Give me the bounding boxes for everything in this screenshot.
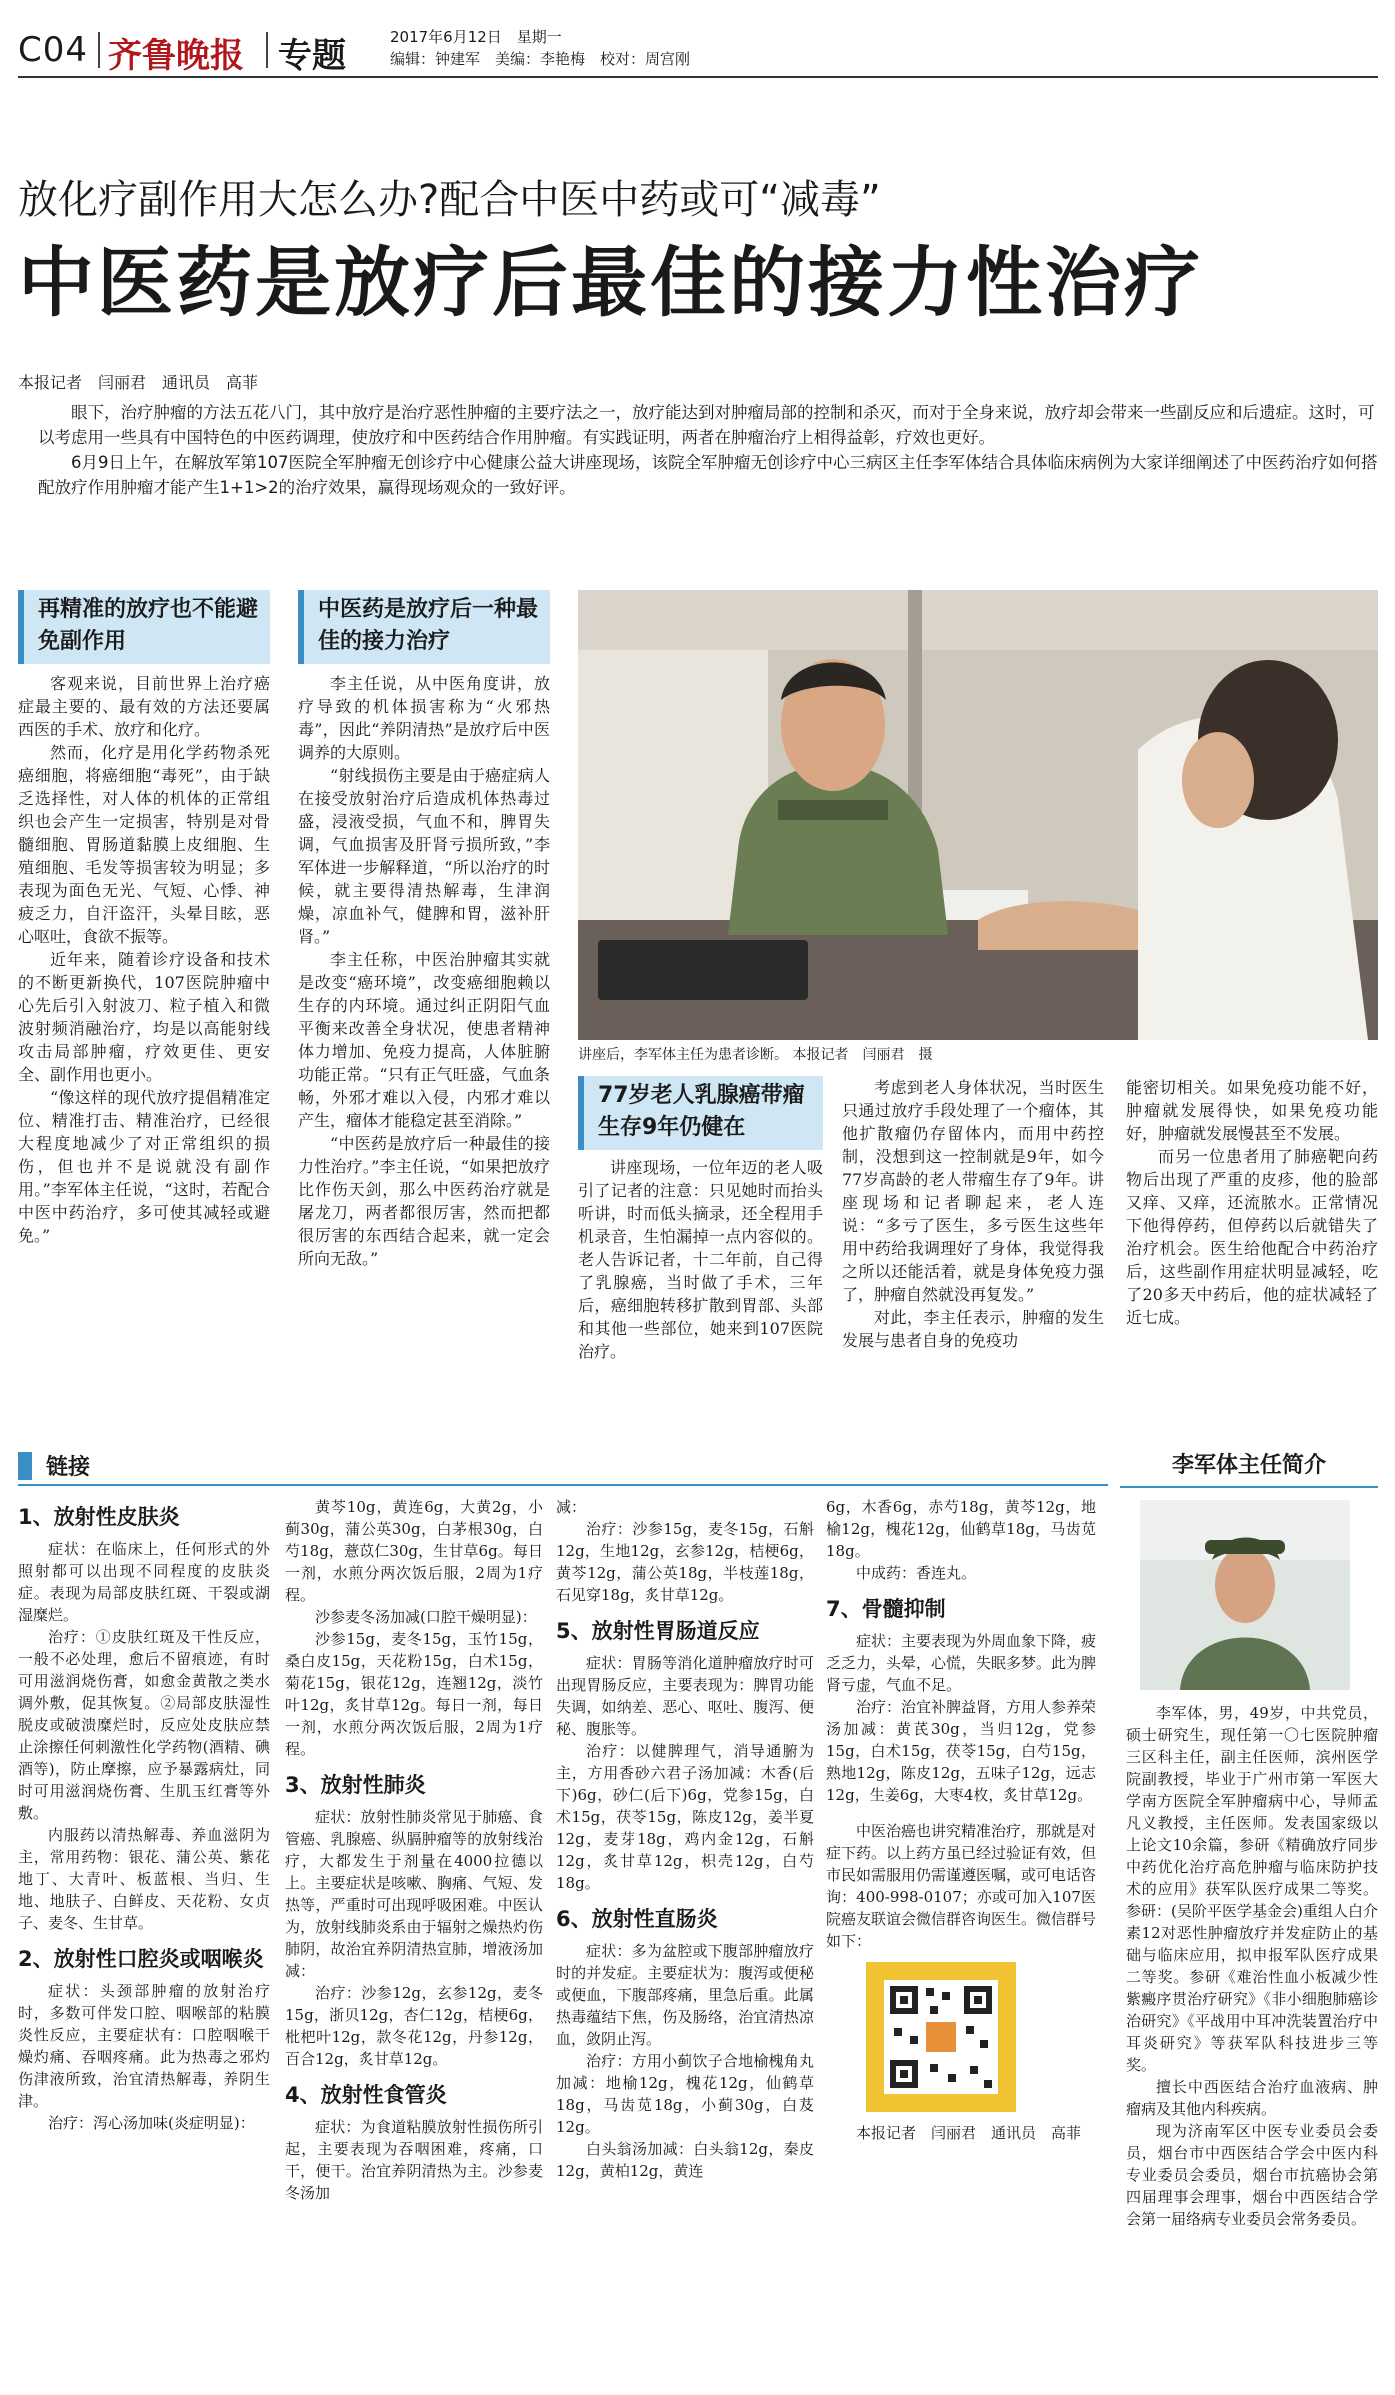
page-number: C04 xyxy=(18,30,89,70)
lede-paragraph: 眼下，治疗肿瘤的方法五花八门，其中放疗是治疗恶性肿瘤的主要疗法之一，放疗能达到对肿瘤局部的控制和杀灭，而对于全身来说，放疗却会带来一些副反应和后遗症。这时，可以考虑用一些具有中国特色的中医药调理，使放疗和中医药结合作用肿瘤。有实践证明，两者在肿瘤治疗上相得益彰，疗效也更好。 xyxy=(38,403,1375,447)
newspaper-logo: 齐鲁晚报 xyxy=(108,36,244,76)
paragraph: 症状：在临床上，任何形式的外照射都可以出现不同程度的皮肤炎症。表现为局部皮肤红斑、干裂或湖湿糜烂。 xyxy=(18,1540,270,1624)
article-photo xyxy=(578,590,1378,1040)
paragraph: 症状：放射性肺炎常见于肺癌、食管癌、乳腺癌、纵膈肿瘤等的放射线治疗，大都发生于剂量在4000拉德以上。主要症状是咳嗽、胸痛、气短、发热等，严重时可出现呼吸困难。中医认为，放射线肺炎系由于辐射之燥热灼伤肺阴，故治宜养阴清热宣肺，增液汤加减： xyxy=(285,1808,543,1980)
paragraph: 治疗：①皮肤红斑及干性反应，一般不必处理，愈后不留痕迹，有时可用滋润烧伤膏，如愈金黄散之类水调外敷，促其恢复。②局部皮肤湿性脱皮或破溃糜烂时，反应处皮肤应禁止涂擦任何刺激性化学药物(酒精、碘酒等)，防止摩擦，应予暴露病灶，同时可用滋润烧伤膏、生肌玉红膏等外敷。 xyxy=(18,1628,270,1822)
reporter-credit: 本报记者 闫丽君 通讯员 高菲 xyxy=(856,2124,1082,2142)
link-col-2 xyxy=(285,1496,543,2204)
column-heading: 77岁老人乳腺癌带瘤生存9年仍健在 xyxy=(578,1076,823,1150)
paragraph: 治疗：治宜补脾益肾，方用人参养荣汤加减：黄芪30g，当归12g，党参15g，白术15g，茯苓15g，白芍15g，熟地12g，陈皮12g，五味子12g，远志12g，生姜6g，大枣4枚，炙甘草12g。 xyxy=(826,1698,1097,1804)
paragraph: 治疗：沙参12g，玄参12g，麦冬15g，浙贝12g，杏仁12g，桔梗6g，枇杷叶12g，款冬花12g，丹参12g，百合12g，炙甘草12g。 xyxy=(285,1984,543,2068)
paragraph: 现为济南军区中医专业委员会委员，烟台市中西医结合学会中医内科专业委员会委员，烟台市抗癌协会第四届理事会理事，烟台中西医结合学会第一届络病专业委员会常务委员。 xyxy=(1126,2122,1378,2228)
paragraph: “像这样的现代放疗提倡精准定位、精准打击、精准治疗，已经很大程度地减少了对正常组织的损伤，但也并不是说就没有副作用。”李军体主任说，“这时，若配合中医中药治疗，多可使其减轻或避免。” xyxy=(18,1088,270,1245)
byline: 本报记者 闫丽君 通讯员 高菲 xyxy=(18,373,259,392)
subtitle: 放化疗副作用大怎么办?配合中医中药或可“减毒” xyxy=(18,177,881,223)
paragraph: 内服药以清热解毒、养血滋阴为主，常用药物：银花、蒲公英、紫花地丁、大青叶、板蓝根、当归、生地、地肤子、白鲜皮、天花粉、女贞子、麦冬、生甘草。 xyxy=(18,1826,270,1932)
paragraph: 治疗：沙参15g，麦冬15g，石斛12g，生地12g，玄参12g，桔梗6g，黄芩12g，蒲公英18g，半枝莲18g，石见穿18g，炙甘草12g。 xyxy=(556,1520,814,1604)
portrait-illustration xyxy=(1140,1500,1350,1690)
section-title: 专题 xyxy=(278,36,346,76)
headline: 中医药是放疗后最佳的接力性治疗 xyxy=(18,238,1203,327)
paragraph: 症状：为食道粘膜放射性损伤所引起，主要表现为吞咽困难，疼痛，口干，便干。治宜养阴清热为主。沙参麦冬汤加 xyxy=(285,2118,543,2202)
paragraph: 症状：主要表现为外周血象下降，疲乏乏力，头晕，心慌，失眠多梦。此为脾肾亏虚，气血不足。 xyxy=(826,1632,1097,1694)
editor-credits: 编辑：钟建军 美编：李艳梅 校对：周宫刚 xyxy=(390,50,691,68)
paragraph: 症状：多为盆腔或下腹部肿瘤放疗时的并发症。主要症状为：腹泻或便秘或便血，下腹部疼痛，里急后重。此属热毒蕴结下焦，伤及肠络，治宜清热凉血，敛阴止泻。 xyxy=(556,1942,814,2048)
column-heading: 再精准的放疗也不能避免副作用 xyxy=(18,590,270,664)
column-heading: 中医药是放疗后一种最佳的接力治疗 xyxy=(298,590,550,664)
column-2 xyxy=(298,590,550,1270)
paragraph: 减： xyxy=(556,1498,587,1516)
paragraph: 沙参15g，麦冬15g，玉竹15g，桑白皮15g，天花粉15g，白术15g，菊花15g，银花12g，连翘12g，淡竹叶12g，炙甘草12g。每日一剂，每日一剂，水煎分两次饭后服，2周为1疗程。 xyxy=(285,1630,543,1758)
bio-title: 李军体主任简介 xyxy=(1120,1448,1378,1488)
paragraph: 症状：头颈部肿瘤的放射治疗时，多数可伴发口腔、咽喉部的粘膜炎性反应，主要症状有：口腔咽喉干燥灼痛、吞咽疼痛。此为热毒之邪灼伤津液所致，治宜清热解毒，养阴生津。 xyxy=(18,1982,270,2110)
paragraph: 李主任称，中医治肿瘤其实就是改变“癌环境”，改变癌细胞赖以生存的内环境。通过纠正阴阳气血平衡来改善全身状况，使患者精神体力增加、免疫力提高，人体脏腑功能正常。“只有正气旺盛，气血条畅，外邪才难以入侵，内邪才难以产生，瘤体才能稳定甚至消除。” xyxy=(298,950,550,1130)
paragraph: 黄芩10g，黄连6g，大黄2g，小蓟30g，蒲公英30g，白茅根30g，白芍18g，薏苡仁30g，生甘草6g。每日一剂，水煎分两次饭后服，2周为1疗程。 xyxy=(285,1498,543,1604)
column-3 xyxy=(578,1076,823,1363)
paragraph: 治疗：方用小蓟饮子合地榆槐角丸加减：地榆12g，槐花12g，仙鹤草18g，马齿苋18g，小蓟30g，白芨12g。 xyxy=(556,2052,814,2136)
column-4 xyxy=(842,1076,1104,1352)
paragraph: 近年来，随着诊疗设备和技术的不断更新换代，107医院肿瘤中心先后引入射波刀、粒子植入和微波射频消融治疗，均是以高能射线攻击局部肿瘤，疗效更佳、更安全、副作用也更小。 xyxy=(18,950,270,1084)
paragraph: 中成药：香连丸。 xyxy=(856,1564,977,1582)
paragraph: 中医治癌也讲究精准治疗，那就是对症下药。以上药方虽已经过验证有效，但市民如需服用仍需谨遵医嘱，或可电话咨询：400-998-0107；亦或可加入107医院癌友联谊会微信群咨询医生。微信群号如下： xyxy=(826,1822,1097,1950)
link-col-1 xyxy=(18,1492,270,2134)
paragraph: 李军体，男，49岁，中共党员，硕士研究生，现任第一〇七医院肿瘤三区科主任，副主任医师，滨州医学院副教授，毕业于广州市第一军医大学南方医院全军肿瘤病中心，导师孟凡义教授，主任医师。发表国家级以上论文10余篇，参研《精确放疗同步中药优化治疗高危肿瘤与临床防护技术的应用》获军队医疗成果二等奖。参研：(吴阶平医学基金会)重组人白介素12对恶性肿瘤放疗并发症防止的基础与临床应用，拟申报军队医疗成果二等奖。参研《难治性血小板减少性紫癜序贯治疗研究》《非小细胞肺癌诊治研究》《平战用中耳冲洗装置治疗中耳炎研究》等获军队科技进步三等奖。 xyxy=(1126,1704,1378,2074)
wechat-qr-code[interactable] xyxy=(866,1962,1016,2112)
paragraph: 对此，李主任表示，肿瘤的发生发展与患者自身的免疫功 xyxy=(842,1308,1104,1350)
section-heading: 2、放射性口腔炎或咽喉炎 xyxy=(18,1947,264,1971)
link-section-label: 链接 xyxy=(46,1455,91,1480)
paragraph: “射线损伤主要是由于癌症病人在接受放射治疗后造成机体热毒过盛，浸液受损，气血不和，脾胃失调，气血损害及肝肾亏损所致，”李军体进一步解释道，“所以治疗的时候，就主要得清热解毒，生津润燥，凉血补气，健脾和胃，滋补肝肾。” xyxy=(298,766,550,946)
paragraph: 症状：胃肠等消化道肿瘤放疗时可出现胃肠反应，主要表现为：脾胃功能失调，如纳差、恶心、呕吐、腹泻、便秘、腹胀等。 xyxy=(556,1654,814,1738)
square-icon xyxy=(18,1452,32,1480)
paragraph: 治疗：以健脾理气，消导通腑为主，方用香砂六君子汤加减：木香(后下)6g，砂仁(后下)6g，党参15g，白术15g，茯苓15g，陈皮12g，姜半夏12g，麦芽18g，鸡内金12g，石斛12g，炙甘草12g，枳壳12g，白芍18g。 xyxy=(556,1742,814,1892)
paragraph: 白头翁汤加减：白头翁12g，秦皮12g，黄柏12g，黄连 xyxy=(556,2140,814,2180)
paragraph: 沙参麦冬汤加减(口腔干燥明显)： xyxy=(315,1608,537,1626)
masthead xyxy=(18,24,1378,78)
section-heading: 6、放射性直肠炎 xyxy=(556,1907,718,1931)
paragraph: 治疗：泻心汤加味(炎症明显)： xyxy=(48,2114,255,2132)
paragraph: “中医药是放疗后一种最佳的接力性治疗。”李主任说，“如果把放疗比作伤天剑，那么中医药治疗就是屠龙刀，两者都很厉害，然而把都很厉害的东西结合起来，就一定会所向无敌。” xyxy=(298,1134,550,1268)
paragraph: 讲座现场，一位年迈的老人吸引了记者的注意：只见她时而抬头听讲，时而低头摘录，还全程用手机录音，生怕漏掉一点内容似的。老人告诉记者，十二年前，自己得了乳腺癌，当时做了手术，三年后，癌细胞转移扩散到胃部、头部和其他一些部位，她来到107医院治疗。 xyxy=(578,1158,823,1361)
section-heading: 7、骨髓抑制 xyxy=(826,1597,946,1621)
paragraph: 6g，木香6g，赤芍18g，黄芩12g，地榆12g，槐花12g，仙鹤草18g，马齿苋18g。 xyxy=(826,1498,1096,1560)
paragraph: 考虑到老人身体状况，当时医生只通过放疗手段处理了一个瘤体，其他扩散瘤仍存留体内，而用中药控制，没想到这一控制就是9年，如今77岁高龄的老人带瘤生存了9年。讲座现场和记者聊起来，老人连说：“多亏了医生，多亏医生这些年用中药给我调理好了身体，我觉得我之所以还能活着，就是身体免疫力强了，肿瘤自然就没再复发。” xyxy=(842,1078,1104,1304)
portrait-photo xyxy=(1140,1500,1350,1690)
lede xyxy=(38,400,1378,500)
photo-illustration xyxy=(578,590,1378,1040)
paragraph: 然而，化疗是用化学药物杀死癌细胞，将癌细胞“毒死”，由于缺乏选择性，对人体的机体的正常组织也会产生一定损害，特别是对骨髓细胞、胃肠道黏膜上皮细胞、生殖细胞、毛发等损害较为明显；多表现为面色无光、气短、心悸、神疲乏力，自汗盗汗，头晕目眩，恶心呕吐，食欲不振等。 xyxy=(18,743,270,946)
paragraph: 能密切相关。如果免疫功能不好，肿瘤就发展得快，如果免疫功能好，肿瘤就发展慢甚至不发展。 xyxy=(1126,1078,1378,1143)
section-heading: 3、放射性肺炎 xyxy=(285,1773,426,1797)
section-heading: 1、放射性皮肤炎 xyxy=(18,1505,180,1529)
qr-code-icon xyxy=(866,1962,1016,2112)
link-section-header xyxy=(18,1448,1108,1486)
column-5 xyxy=(1126,1076,1378,1329)
photo-caption: 讲座后，李军体主任为患者诊断。 本报记者 闫丽君 摄 xyxy=(578,1047,933,1063)
issue-date: 2017年6月12日 星期一 xyxy=(390,28,562,46)
link-col-3 xyxy=(556,1496,814,2182)
paragraph: 李主任说，从中医角度讲，放疗导致的机体损害称为“火邪热毒”，因此“养阴清热”是放疗后中医调养的大原则。 xyxy=(298,674,550,762)
section-heading: 5、放射性胃肠道反应 xyxy=(556,1619,760,1643)
column-1 xyxy=(18,590,270,1247)
paragraph: 而另一位患者用了肺癌靶向药物后出现了严重的皮疹，他的脸部又痒、又痒，还流脓水。正常情况下他得停药，但停药以后就错失了治疗机会。医生给他配合中药治疗后，这些副作用症状明显减轻，吃了20多天中药后，他的症状减轻了近七成。 xyxy=(1126,1147,1378,1327)
section-heading: 4、放射性食管炎 xyxy=(285,2083,447,2107)
paragraph: 擅长中西医结合治疗血液病、肿瘤病及其他内科疾病。 xyxy=(1126,2078,1378,2118)
paragraph: 客观来说，目前世界上治疗癌症最主要的、最有效的方法还要属西医的手术、放疗和化疗。 xyxy=(18,674,270,739)
link-col-4 xyxy=(826,1496,1096,2144)
bio-text xyxy=(1126,1702,1378,2230)
lede-paragraph: 6月9日上午，在解放军第107医院全军肿瘤无创诊疗中心健康公益大讲座现场，该院全军肿瘤无创诊疗中心三病区主任李军体结合具体临床病例为大家详细阐述了中医药治疗如何搭配放疗作用肿瘤才能产生1+1>2的治疗效果，赢得现场观众的一致好评。 xyxy=(38,453,1378,497)
